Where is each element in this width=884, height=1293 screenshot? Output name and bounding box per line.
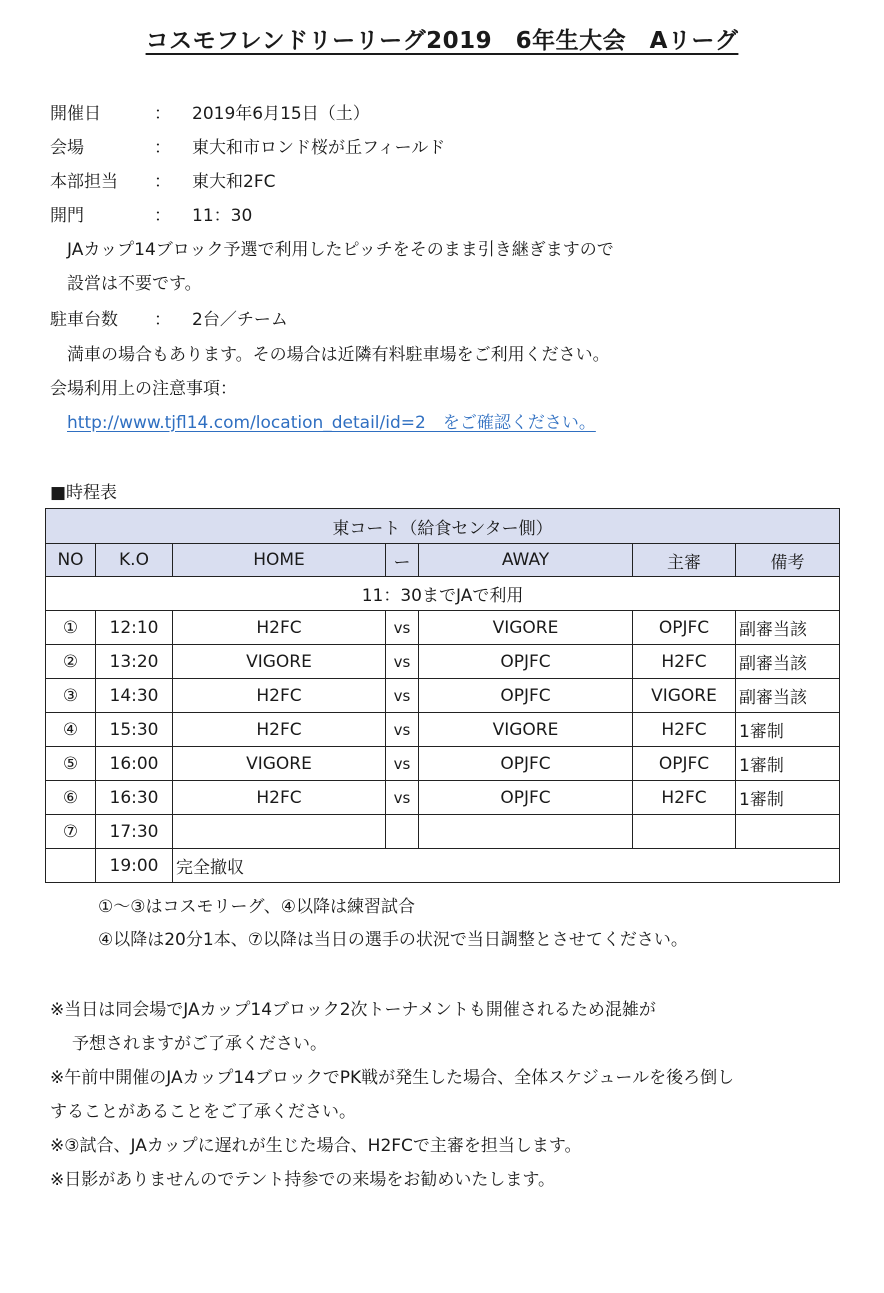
final-ko: 19:00 (96, 849, 173, 883)
match-referee: OPJFC (633, 747, 736, 781)
info-caution-label: 会場利用上の注意事項： (50, 379, 237, 399)
match-referee: H2FC (633, 645, 736, 679)
match-remarks: 1審制 (736, 781, 840, 815)
match-ko: 13:20 (96, 645, 173, 679)
match-away: OPJFC (419, 645, 633, 679)
match-no: ① (46, 611, 96, 645)
match-remarks: 副審当該 (736, 645, 840, 679)
match-ko: 16:00 (96, 747, 173, 781)
info-hq: 本部担当 ： 東大和2FC (50, 172, 276, 192)
match-referee: OPJFC (633, 611, 736, 645)
table-row (46, 645, 840, 679)
prelude-row: 11：30までJAで利用 (46, 577, 840, 611)
info-hq-value: 東大和2FC (192, 172, 276, 192)
match-vs: vs (386, 747, 419, 781)
match-away: OPJFC (419, 781, 633, 815)
match-away: OPJFC (419, 679, 633, 713)
info-open-value: 11：30 (192, 206, 253, 226)
info-open: 開門 ： 11：30 (50, 206, 253, 226)
schedule-note-1: ①～③はコスモリーグ、④以降は練習試合 (98, 897, 416, 917)
match-away: OPJFC (419, 747, 633, 781)
table-row (46, 713, 840, 747)
court-header: 東コート（給食センター側） (46, 509, 840, 544)
match-home: H2FC (173, 611, 386, 645)
table-row (46, 815, 840, 849)
remark-1a: ※当日は同会場でJAカップ14ブロック2次トーナメントも開催されるため混雑が (50, 1000, 656, 1020)
info-venue-label: 会場 (50, 138, 84, 158)
match-away: VIGORE (419, 713, 633, 747)
table-row (46, 679, 840, 713)
match-no: ⑦ (46, 815, 96, 849)
match-home (173, 815, 386, 849)
match-no: ③ (46, 679, 96, 713)
match-ko: 16:30 (96, 781, 173, 815)
match-referee: H2FC (633, 781, 736, 815)
match-vs: vs (386, 713, 419, 747)
info-note-1: JAカップ14ブロック予選で利用したピッチをそのまま引き継ぎますので (67, 240, 614, 260)
info-parking-label: 駐車台数 (50, 310, 118, 330)
match-referee (633, 815, 736, 849)
info-parking: 駐車台数 ： 2台／チーム (50, 310, 288, 330)
remark-4: ※日影がありませんのでテント持参での来場をお勧めいたします。 (50, 1170, 556, 1190)
info-note-2: 設営は不要です。 (67, 274, 202, 294)
info-parking-note: 満車の場合もあります。その場合は近隣有料駐車場をご利用ください。 (67, 345, 610, 365)
info-venue: 会場 ： 東大和市ロンド桜が丘フィールド (50, 138, 446, 158)
match-home: VIGORE (173, 747, 386, 781)
match-remarks: 副審当該 (736, 679, 840, 713)
match-home: H2FC (173, 781, 386, 815)
info-parking-value: 2台／チーム (192, 310, 288, 330)
remark-2a: ※午前中開催のJAカップ14ブロックでPK戦が発生した場合、全体スケジュールを後ろ倒し (50, 1068, 735, 1088)
info-date-value: 2019年6月15日（土） (192, 104, 370, 124)
venue-link[interactable]: http://www.tjfl14.com/location_detail/id=2 をご確認ください。 (67, 413, 596, 433)
match-remarks: 1審制 (736, 713, 840, 747)
page-title: コスモフレンドリーリーグ2019 6年生大会 Aリーグ (145, 28, 739, 54)
match-ko: 12:10 (96, 611, 173, 645)
info-date: 開催日 ： 2019年6月15日（土） (50, 104, 370, 124)
table-row (46, 781, 840, 815)
match-vs: vs (386, 679, 419, 713)
match-vs: vs (386, 645, 419, 679)
info-date-label: 開催日 (50, 104, 101, 124)
match-no: ② (46, 645, 96, 679)
schedule-table (45, 508, 840, 883)
col-header-dash: ー (386, 544, 419, 577)
match-remarks: 1審制 (736, 747, 840, 781)
match-referee: VIGORE (633, 679, 736, 713)
match-remarks: 副審当該 (736, 611, 840, 645)
match-remarks (736, 815, 840, 849)
match-home: H2FC (173, 679, 386, 713)
info-hq-label: 本部担当 (50, 172, 118, 192)
match-home: H2FC (173, 713, 386, 747)
table-row (46, 747, 840, 781)
col-header-no: NO (46, 544, 96, 577)
remark-1b: 予想されますがご了承ください。 (72, 1034, 327, 1054)
schedule-heading: ■時程表 (50, 483, 118, 503)
match-away (419, 815, 633, 849)
final-no (46, 849, 96, 883)
final-text: 完全撤収 (173, 849, 840, 883)
match-home: VIGORE (173, 645, 386, 679)
remark-3: ※③試合、JAカップに遅れが生じた場合、H2FCで主審を担当します。 (50, 1136, 582, 1156)
match-no: ④ (46, 713, 96, 747)
match-referee: H2FC (633, 713, 736, 747)
match-vs (386, 815, 419, 849)
match-no: ⑤ (46, 747, 96, 781)
match-vs: vs (386, 781, 419, 815)
col-header-home: HOME (173, 544, 386, 577)
match-away: VIGORE (419, 611, 633, 645)
match-vs: vs (386, 611, 419, 645)
match-ko: 15:30 (96, 713, 173, 747)
col-header-remarks: 備考 (736, 544, 840, 577)
table-row-final (46, 849, 840, 883)
schedule-note-2: ④以降は20分1本、⑦以降は当日の選手の状況で当日調整とさせてください。 (98, 930, 688, 950)
match-no: ⑥ (46, 781, 96, 815)
match-ko: 14:30 (96, 679, 173, 713)
col-header-away: AWAY (419, 544, 633, 577)
table-row (46, 611, 840, 645)
info-venue-value: 東大和市ロンド桜が丘フィールド (192, 138, 446, 158)
remark-2b: することがあることをご了承ください。 (50, 1102, 356, 1122)
info-open-label: 開門 (50, 206, 84, 226)
col-header-referee: 主審 (633, 544, 736, 577)
match-ko: 17:30 (96, 815, 173, 849)
col-header-ko: K.O (96, 544, 173, 577)
